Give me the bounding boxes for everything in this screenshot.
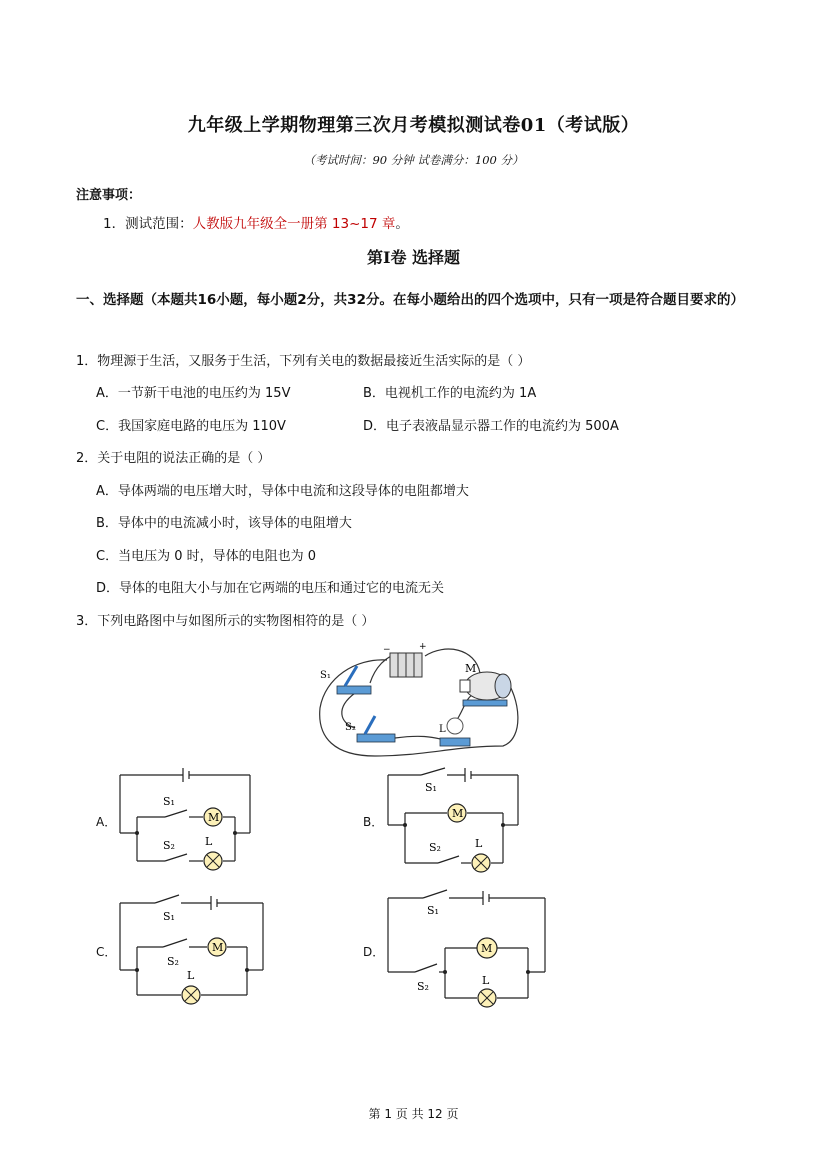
- option-a-motor-label: M: [208, 811, 220, 824]
- option-b-lamp-label: L: [475, 837, 483, 850]
- option-b-s1-label: S₁: [425, 781, 437, 794]
- question-2-option-a: A．导体两端的电压增大时，导体中电流和这段导体的电阻都增大: [96, 484, 469, 499]
- option-b-label: B．: [363, 815, 384, 829]
- question-2-option-b: B．导体中的电流减小时，该导体的电阻增大: [96, 516, 352, 531]
- question-2-option-d: D．导体的电阻大小与加在它两端的电压和通过它的电流无关: [96, 581, 445, 596]
- option-b-motor-label: M: [452, 807, 464, 820]
- circuit-option-b: [383, 765, 528, 875]
- option-b-s2-label: S₂: [429, 841, 441, 854]
- figure-motor-label: M: [465, 662, 477, 675]
- option-d-s1-label: S₁: [427, 904, 439, 917]
- exam-info: （考试时间：90 分钟 试卷满分：100 分）: [303, 153, 524, 167]
- figure-lamp-label: L: [439, 724, 446, 735]
- option-a-s1-label: S₁: [163, 795, 175, 808]
- question-1-option-a: A．一节新干电池的电压约为 15V: [96, 386, 291, 401]
- option-a-s2-label: S₂: [163, 839, 175, 852]
- figure-s2-label: S₂: [345, 722, 356, 733]
- option-a-lamp-label: L: [205, 835, 213, 848]
- battery-minus-label: −: [383, 645, 391, 655]
- option-d-label: D．: [363, 945, 385, 959]
- battery-plus-label: +: [419, 642, 427, 652]
- question-1-option-d: D．电子表液晶显示器工作的电流约为 500A: [363, 419, 619, 434]
- question-1-option-b: B．电视机工作的电流约为 1A: [363, 386, 537, 401]
- notice-item-prefix: 1．测试范围：: [103, 216, 193, 232]
- option-c-s1-label: S₁: [163, 910, 175, 923]
- notice-item-scope: 人教版九年级全一册第 13~17 章: [192, 216, 396, 232]
- option-d-lamp-label: L: [482, 974, 490, 987]
- figure-s1-label: S₁: [320, 670, 331, 681]
- notice-item-suffix: 。: [395, 216, 409, 232]
- notice-item: [103, 212, 409, 232]
- question-1-stem: 1．物理源于生活，又服务于生活，下列有关电的数据最接近生活实际的是（ ）: [76, 354, 531, 369]
- option-c-label: C．: [96, 945, 117, 959]
- option-d-s2-label: S₂: [417, 980, 429, 993]
- page-title: 九年级上学期物理第三次月考模拟测试卷01（考试版）: [187, 115, 640, 136]
- question-2-stem: 2．关于电阻的说法正确的是（ ）: [76, 451, 271, 466]
- circuit-option-d: [383, 880, 553, 1015]
- option-a-label: A．: [96, 815, 117, 829]
- option-c-lamp-label: L: [187, 969, 195, 982]
- page-footer: 第 1 页 共 12 页: [368, 1107, 459, 1121]
- option-c-s2-label: S₂: [167, 955, 179, 968]
- section-title: 第Ⅰ卷 选择题: [366, 248, 461, 267]
- question-3-stem: 3．下列电路图中与如图所示的实物图相符的是（ ）: [76, 614, 375, 629]
- physical-circuit-figure: [315, 638, 520, 763]
- notice-heading: 注意事项：: [76, 188, 142, 203]
- option-d-motor-label: M: [481, 942, 493, 955]
- circuit-option-c: [115, 885, 270, 1005]
- question-1-option-c: C．我国家庭电路的电压为 110V: [96, 419, 286, 434]
- circuit-option-a: [115, 765, 260, 875]
- section-instructions: 一、选择题（本题共16小题，每小题2分，共32分。在每小题给出的四个选项中，只有一项是符合题目要求的）: [76, 292, 744, 308]
- option-c-motor-label: M: [212, 941, 224, 954]
- question-2-option-c: C．当电压为 0 时，导体的电阻也为 0: [96, 549, 317, 564]
